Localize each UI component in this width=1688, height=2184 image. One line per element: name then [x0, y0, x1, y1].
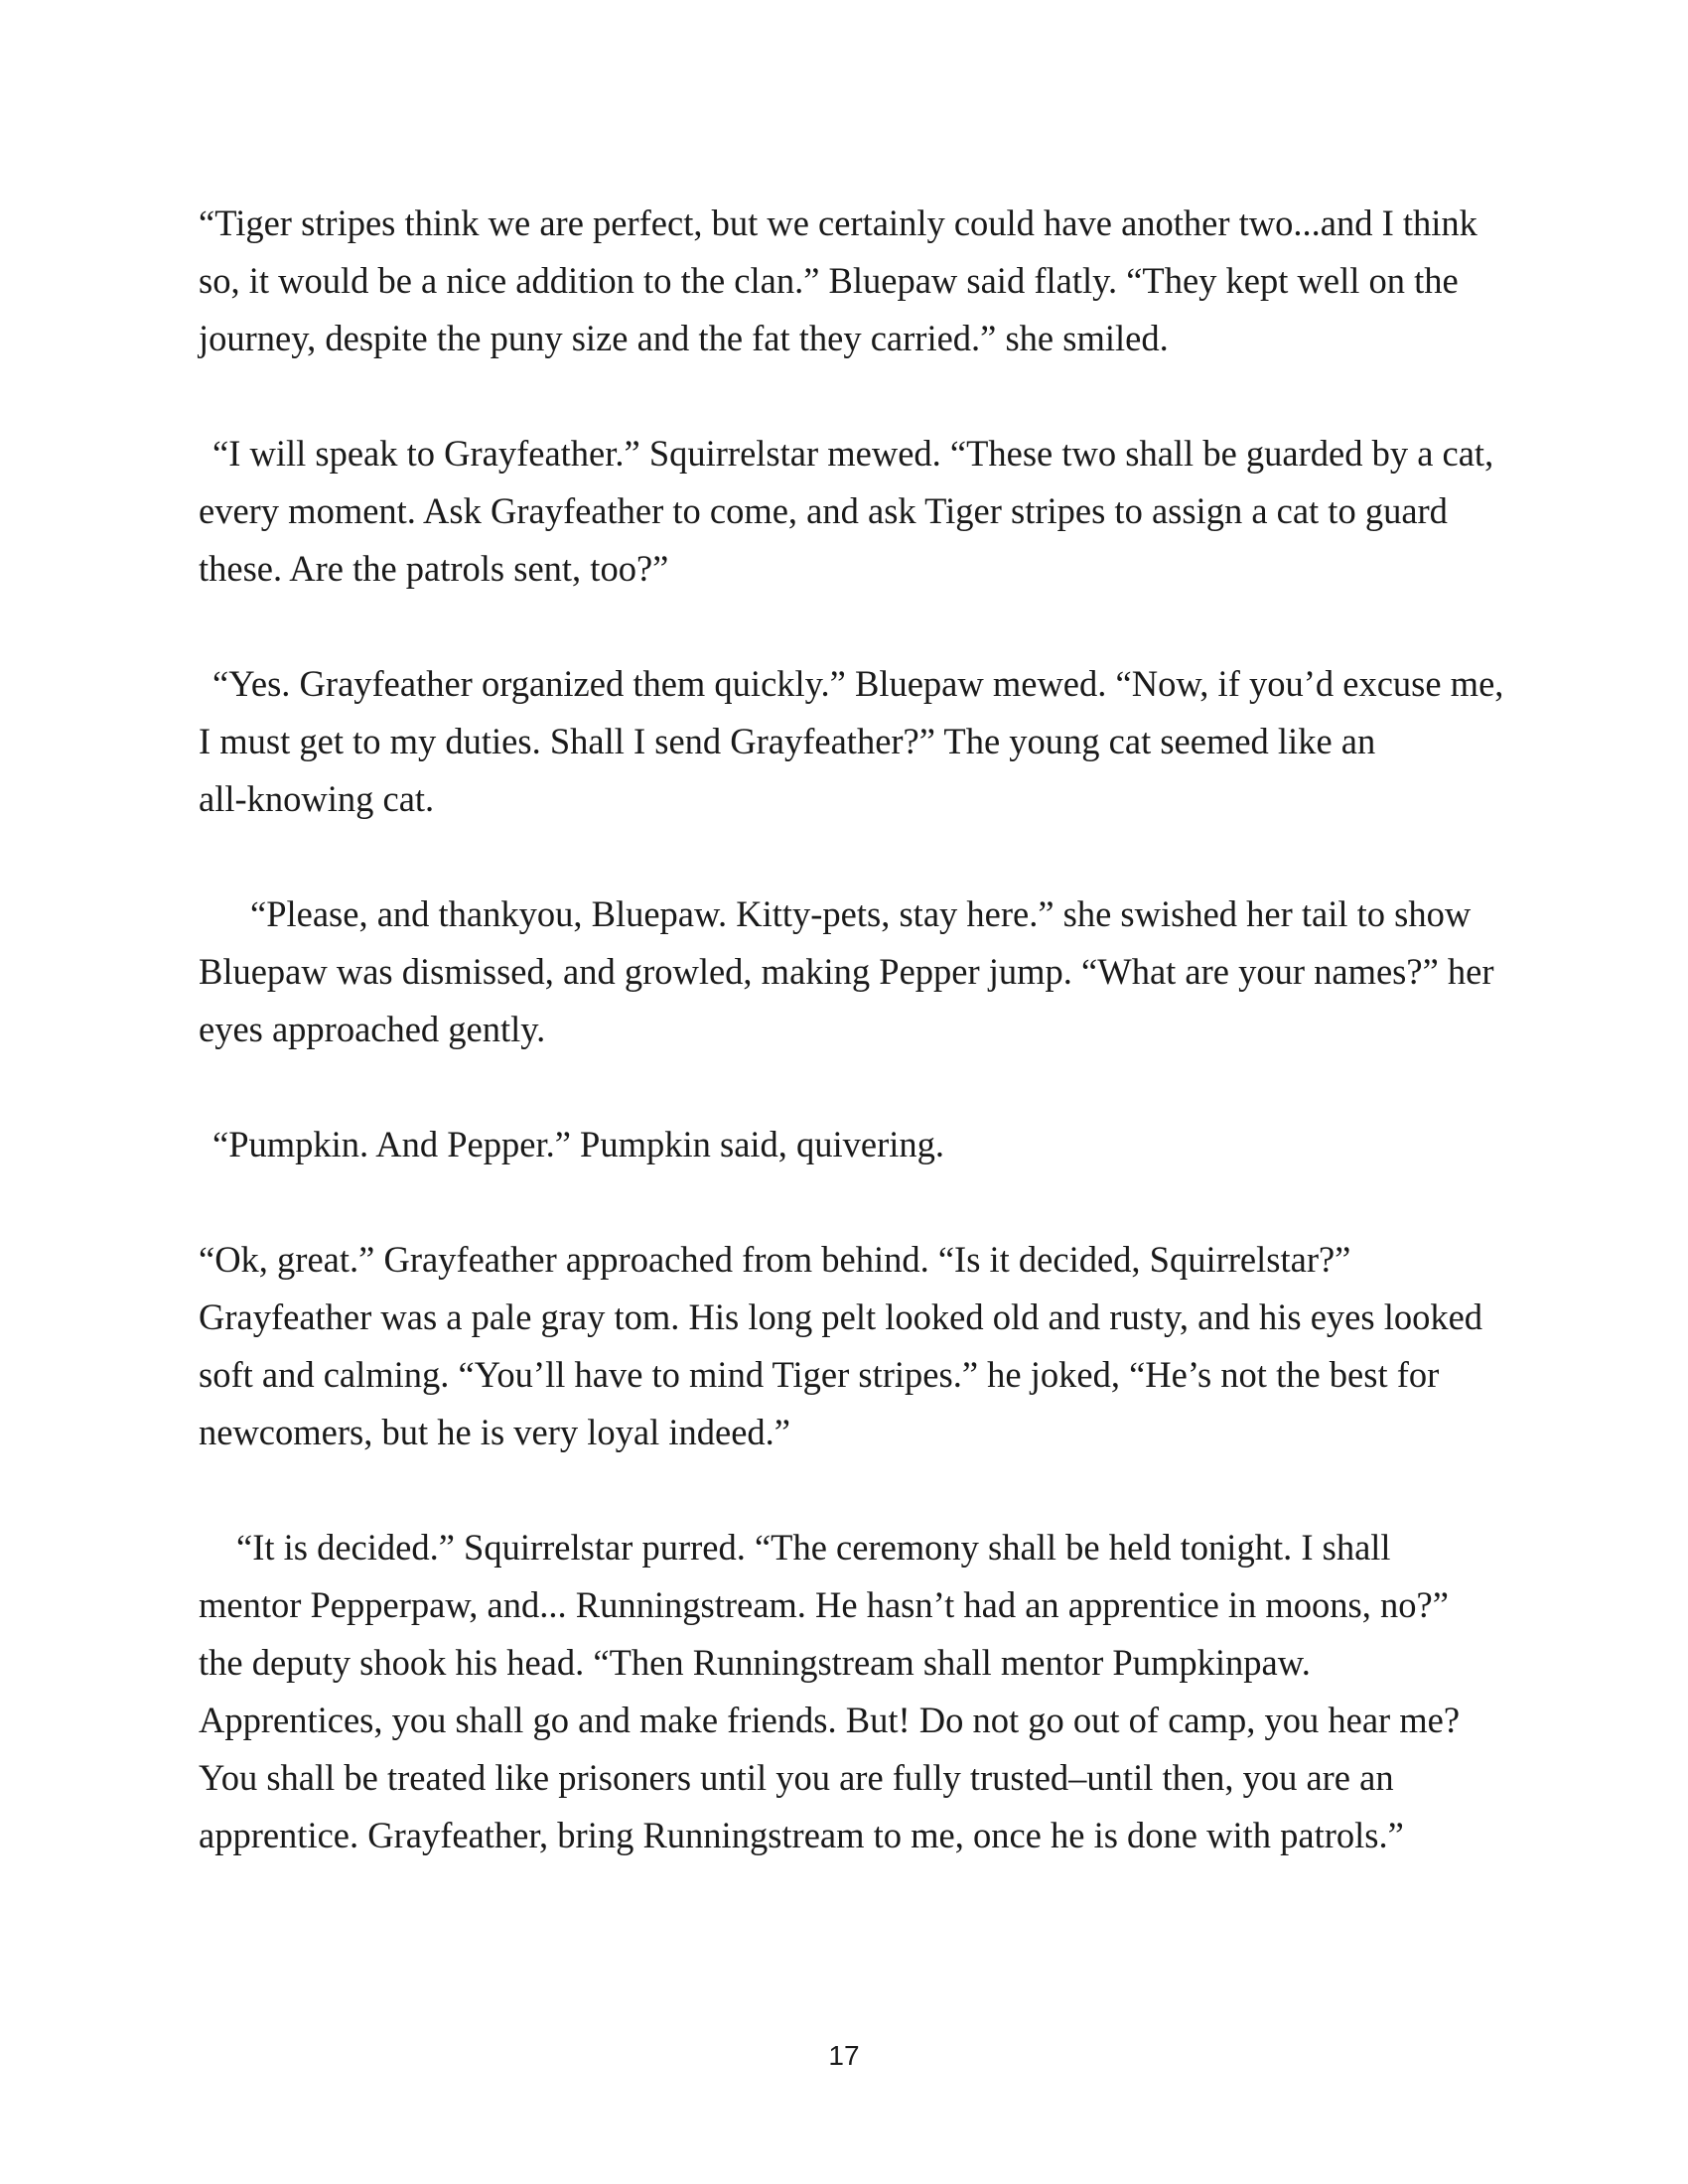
text-line: “Tiger stripes think we are perfect, but we certainly could have another two...and I think	[199, 203, 1477, 243]
paragraph-2	[199, 425, 1494, 598]
text-line: Apprentices, you shall go and make friends. But! Do not go out of camp, you hear me?	[199, 1700, 1461, 1740]
text-line: Grayfeather was a pale gray tom. His long pelt looked old and rusty, and his eyes looked	[199, 1297, 1483, 1337]
text-line: You shall be treated like prisoners until you are fully trusted–until then, you are an	[199, 1757, 1394, 1798]
paragraph-4	[199, 886, 1494, 1058]
text-line: mentor Pepperpaw, and... Runningstream. He hasn’t had an apprentice in moons, no?”	[199, 1584, 1449, 1625]
paragraph-6	[199, 1231, 1489, 1461]
text-line: “Yes. Grayfeather organized them quickly.” Bluepaw mewed. “Now, if you’d excuse me,	[212, 663, 1504, 704]
body-text	[199, 195, 1504, 1922]
text-line: journey, despite the puny size and the fat they carried.” she smiled.	[199, 318, 1169, 358]
text-line: apprentice. Grayfeather, bring Runningstream to me, once he is done with patrols.”	[199, 1815, 1404, 1855]
paragraph-3	[199, 655, 1504, 828]
text-line: soft and calming. “You’ll have to mind Tiger stripes.” he joked, “He’s not the best for	[199, 1354, 1440, 1395]
text-line: “I will speak to Grayfeather.” Squirrelstar mewed. “These two shall be guarded by a cat,	[212, 433, 1494, 474]
text-line: so, it would be a nice addition to the clan.” Bluepaw said flatly. “They kept well on the	[199, 260, 1459, 301]
text-line: Bluepaw was dismissed, and growled, making Pepper jump. “What are your names?” her	[199, 951, 1494, 992]
text-line: every moment. Ask Grayfeather to come, and ask Tiger stripes to assign a cat to guard	[199, 490, 1448, 531]
text-line: “Ok, great.” Grayfeather approached from behind. “Is it decided, Squirrelstar?”	[199, 1239, 1351, 1280]
text-line: eyes approached gently.	[199, 1009, 546, 1049]
text-line: “It is decided.” Squirrelstar purred. “The ceremony shall be held tonight. I shall	[236, 1527, 1391, 1568]
text-line: “Please, and thankyou, Bluepaw. Kitty-pets, stay here.” she swished her tail to show	[250, 893, 1472, 934]
paragraph-1	[199, 195, 1489, 367]
page-number: 17	[828, 2040, 860, 2071]
text-line: all-knowing cat.	[199, 778, 435, 819]
text-line: the deputy shook his head. “Then Runningstream shall mentor Pumpkinpaw.	[199, 1642, 1311, 1683]
text-line: these. Are the patrols sent, too?”	[199, 548, 669, 589]
text-line: I must get to my duties. Shall I send Grayfeather?” The young cat seemed like an	[199, 721, 1376, 761]
text-line: “Pumpkin. And Pepper.” Pumpkin said, quivering.	[212, 1124, 945, 1164]
paragraph-5	[199, 1116, 1489, 1173]
text-line: newcomers, but he is very loyal indeed.”	[199, 1412, 790, 1452]
paragraph-7	[199, 1519, 1489, 1864]
